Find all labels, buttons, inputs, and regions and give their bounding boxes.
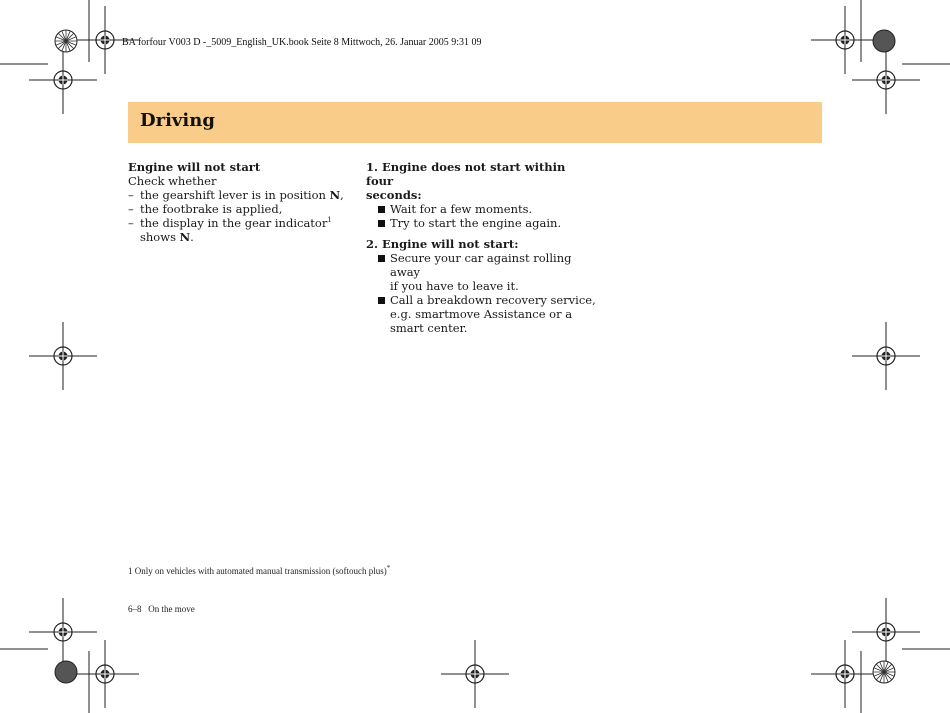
registration-mark xyxy=(811,640,879,708)
registration-mark xyxy=(29,322,97,390)
section-title: Driving xyxy=(140,110,215,131)
list-item: Try to start the engine again. xyxy=(366,216,596,230)
list-item: – the display in the gear indicator$^1$ shows N. xyxy=(128,216,332,244)
registration-mark xyxy=(852,46,920,114)
registration-mark xyxy=(811,6,879,74)
dash-marker: – xyxy=(128,202,134,216)
star-target-mark xyxy=(873,661,895,683)
right-column xyxy=(366,160,596,335)
check-intro: Check whether xyxy=(128,174,217,188)
footnote-ref: 1 xyxy=(327,216,332,225)
grey-target-mark xyxy=(873,30,895,52)
registration-mark xyxy=(71,640,139,708)
section-title-band xyxy=(128,102,822,143)
square-bullet xyxy=(378,255,385,262)
chapter-name: On the move xyxy=(148,604,195,614)
footnote: 1 Only on vehicles with automated manual transmission (softouch plus)* xyxy=(128,564,391,576)
list-item: – the footbrake is applied, xyxy=(128,202,283,216)
registration-mark xyxy=(441,640,509,708)
list-item: Wait for a few moments. xyxy=(366,202,596,216)
registration-mark xyxy=(852,322,920,390)
page-number: 6–8 xyxy=(128,604,142,614)
list-item: Secure your car against rolling away if you have to leave it. xyxy=(366,251,596,293)
registration-mark xyxy=(29,598,97,666)
grey-target-mark xyxy=(55,661,77,683)
step1-heading: 1. Engine does not start within four seconds: xyxy=(366,160,566,202)
book-file-header: BA forfour V003 D -_5009_English_UK.book Seite 8 Mittwoch, 26. Januar 2005 9:31 09 xyxy=(122,37,482,48)
star-target-mark xyxy=(55,30,77,52)
list-item: – the gearshift lever is in position N, xyxy=(128,188,344,202)
square-bullet xyxy=(378,206,385,213)
square-bullet xyxy=(378,297,385,304)
list-item: Call a breakdown recovery service, e.g. smartmove Assistance or a smart center. xyxy=(366,293,596,335)
square-bullet xyxy=(378,220,385,227)
engine-not-start-heading: Engine will not start xyxy=(128,160,261,174)
left-column xyxy=(128,160,353,244)
dash-marker: – xyxy=(128,188,134,202)
page-footer xyxy=(128,604,195,614)
dash-marker: – xyxy=(128,216,134,230)
registration-mark xyxy=(29,46,97,114)
registration-mark xyxy=(852,598,920,666)
step2-heading: 2. Engine will not start: xyxy=(366,237,519,251)
